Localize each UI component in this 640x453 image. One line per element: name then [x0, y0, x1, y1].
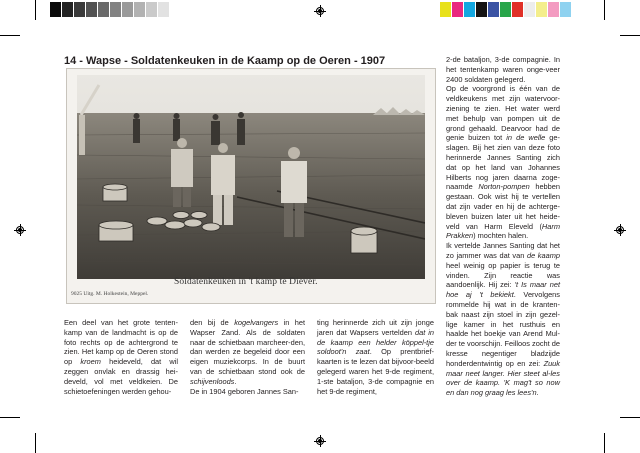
gray-swatch	[98, 2, 110, 17]
historic-photo-postcard	[66, 68, 436, 304]
trim-mark	[620, 417, 640, 418]
color-swatch	[464, 2, 476, 17]
grayscale-calibration-bar	[50, 2, 182, 17]
registration-mark-left-icon	[14, 224, 26, 236]
trim-mark	[604, 433, 605, 453]
registration-mark-bottom-icon	[314, 435, 326, 447]
paragraph: Op de voorgrond is één van de veldkeukens met zijn watervoor-ziening te zien. Het water werd met behulp van pompen uit de grond gehaald. Dearvoor had de genie buizen tot in de welle ge-slagen. Bij het zien van deze foto herinnerde Jannes Santing zich dat op het land van Johannes Hilberts nog jaren daarna zoge-naamde Norton-pompen hebben gestaan. Ook wist hij te vertellen dat zijn vader en hij de achterge-bleven buizen later uit het heide-veld van Harm Eleveld (Harm Prakken) mochten halen.	[446, 84, 560, 241]
color-swatch	[440, 2, 452, 17]
color-swatch	[560, 2, 572, 17]
color-swatch	[452, 2, 464, 17]
paragraph: den bij de kogelvangers in het Wapser Zand. Als de soldaten naar de schietbaan marcheer-den, dan werden ze begeleid door een eigen muziekcorps. In de buurt van de schietbaan stond ook de schijvenloods.	[190, 318, 306, 386]
trim-mark	[0, 35, 20, 36]
paragraph: Een deel van het grote tenten-kamp van de landmacht is op de foto rechts op de achtergrond te zien. Het kamp op de Oeren stond op kroem heideveld, dat wil zeggen onvlak en drassig hei-develd, vol met veldkeien. De schietoefeningen werden gehou-	[64, 318, 179, 396]
trim-mark	[620, 35, 640, 36]
trim-mark	[35, 433, 36, 453]
paragraph: 2-de bataljon, 3-de compagnie. In het tentenkamp waren onge-veer 2400 soldaten gelegerd.	[446, 55, 560, 84]
photo-publisher-credit: 9025 Uitg. M. Holkestein, Meppel.	[71, 291, 149, 297]
gray-swatch	[50, 2, 62, 17]
text-column-3	[317, 318, 434, 396]
color-swatch	[512, 2, 524, 17]
paragraph: De in 1904 geboren Jannes San-	[190, 386, 299, 396]
gray-swatch	[134, 2, 146, 17]
gray-swatch	[170, 2, 182, 17]
text-column-4	[446, 55, 560, 398]
photo-caption: Soldatenkeuken in 't kamp te Diever.	[174, 277, 318, 287]
gray-swatch	[122, 2, 134, 17]
text-column-1	[64, 318, 178, 396]
paragraph: ting herinnerde zich uit zijn jonge jaren dat Wapsers vertelden dat in de kaamp een helder köppel-tje soldoot'n zaat. Op prentbrief-kaarten is te lezen dat bijvoor-beeld gelegerd waren het 9-de regiment, 1-ste bataljon, 3-de compagnie en het 9-de regiment,	[317, 318, 434, 396]
color-swatch	[548, 2, 560, 17]
field-kitchen-photo	[77, 75, 425, 279]
color-swatch	[500, 2, 512, 17]
color-swatch	[536, 2, 548, 17]
color-calibration-bar	[440, 2, 572, 17]
registration-mark-top-icon	[314, 5, 326, 17]
text-column-2	[190, 318, 305, 396]
trim-mark	[0, 417, 20, 418]
paragraph: Ik vertelde Jannes Santing dat het zo jammer was dat van de kaamp heel weinig op papier is terug te vinden. Zijn reactie was aandoenlijk. Hij zei: 't Is maar net hoe aj 't bekiekt. Vervolgens rommelde hij wat in de kranten-bak naast zijn stoel in zijn gezel-lige kamer in het rusthuis en haalde het boekje van Arend Mul-der te voorschijn. Feilloos zocht de kresse negentiger bladzijde honderdentwintig op en zei: Zuuk maar neet langer. Hier steet al-les over de kaamp. 'K mag't so now en dan nog graag les lees'n.	[446, 241, 560, 398]
trim-mark	[604, 0, 605, 20]
gray-swatch	[74, 2, 86, 17]
color-swatch	[524, 2, 536, 17]
color-swatch	[488, 2, 500, 17]
registration-mark-right-icon	[614, 224, 626, 236]
article-title: 14 - Wapse - Soldatenkeuken in de Kaamp op de Oeren - 1907	[64, 55, 386, 67]
gray-swatch	[110, 2, 122, 17]
color-swatch	[476, 2, 488, 17]
trim-mark	[35, 0, 36, 20]
gray-swatch	[146, 2, 158, 17]
gray-swatch	[158, 2, 170, 17]
gray-swatch	[86, 2, 98, 17]
gray-swatch	[62, 2, 74, 17]
